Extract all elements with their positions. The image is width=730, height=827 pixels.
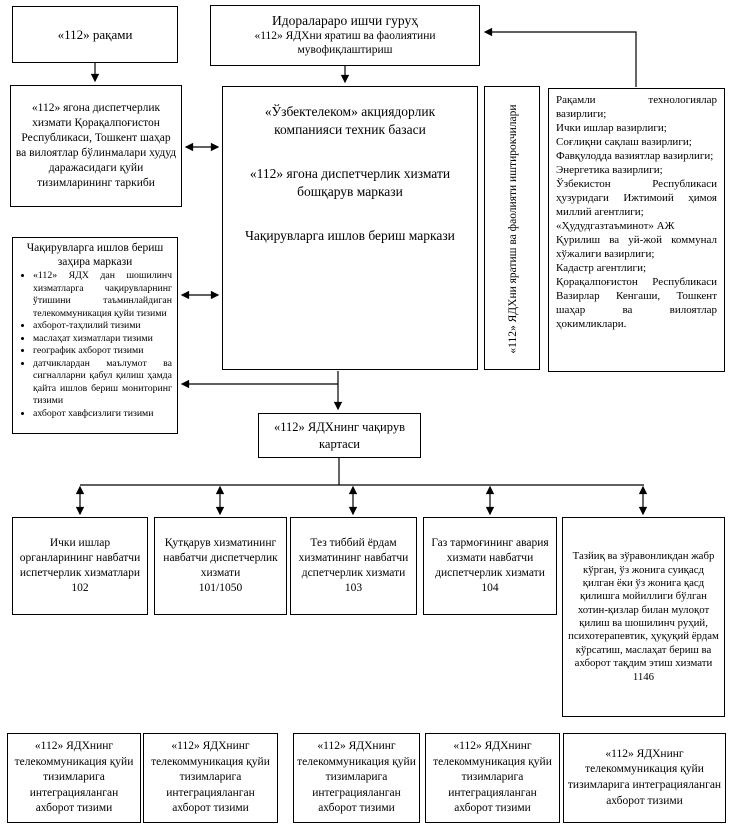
regional-subsystems-box bbox=[10, 85, 182, 207]
ministry-item: Ички ишлар вазирлиги; bbox=[556, 121, 667, 134]
service-label: Газ тармоғининг авария хизмати навбатчи диспетчерлик хизмати bbox=[431, 537, 549, 579]
interagency-workgroup-box bbox=[210, 5, 480, 66]
ministry-item: «Ҳудудгазтаъминот» АЖ bbox=[556, 219, 675, 232]
integrated-system-label: «112» ЯДХнинг телекоммуникация қуйи тизимларига интеграцияланган ахборот тизими bbox=[297, 740, 416, 815]
service-label: Тез тиббий ёрдам хизматининг навбатчи дспетчерлик хизмати bbox=[298, 537, 409, 579]
ministry-item: Қорақалпоғистон Республикаси Вазирлар Кенгаши, Тошкент шаҳар ва вилоятлар ҳокимликлари. bbox=[556, 275, 717, 330]
reserve-subsystem-item: • маслаҳат хизматлари тизими bbox=[33, 333, 172, 346]
ministry-item: Кадастр агентлиги; bbox=[556, 261, 647, 274]
service-number: 1146 bbox=[632, 670, 655, 683]
integrated-system-label: «112» ЯДХнинг телекоммуникация қуйи тизимларига интеграцияланган ахборот тизими bbox=[151, 740, 270, 815]
reserve-subsystem-item: • ахборот хавфсизлиги тизими bbox=[33, 408, 172, 421]
ministry-item: Энергетика вазирлиги; bbox=[556, 163, 663, 176]
integrated-system-box bbox=[7, 733, 141, 823]
ministry-item: Қурилиш ва уй-жой коммунал хўжалиги вазирлиги; bbox=[556, 233, 717, 260]
integrated-system-label: «112» ЯДХнинг телекоммуникация қуйи тизимларига интеграцияланган ахборот тизими bbox=[433, 740, 552, 815]
service-number: 104 bbox=[481, 581, 499, 594]
control-center-label: «112» ягона диспетчерлик хизмати бошқарув маркази bbox=[249, 166, 451, 199]
integrated-system-label: «112» ЯДХнинг телекоммуникация қуйи тизимларига интеграцияланган ахборот тизими bbox=[14, 740, 134, 815]
integrated-system-box bbox=[143, 733, 278, 823]
service-number: 103 bbox=[344, 581, 363, 594]
service-box-101-1050 bbox=[154, 517, 287, 615]
service-number: 101/1050 bbox=[198, 581, 243, 594]
service-label: Тазйиқ ва зўравонликдан жабр кўрган, ўз жонига суиқасд қилган ёки ўз жонига қасд қилишга мойиллиги бўлган хотин-қизлар билан мулоқот қилиш ва шошилинч руҳий, психотерапевтик, ҳуқуқий ёрдам кўрсатиш, маслаҳат бериш ва ахборот тақдим этиш хизмати bbox=[568, 550, 719, 670]
reserve-subsystem-item: • географик ахборот тизими bbox=[33, 345, 172, 358]
service-label: Ички ишлар органларининг навбатчи испетчерлик хизматлари bbox=[19, 537, 141, 579]
reserve-subsystem-item: • ахборот-таҳлилий тизими bbox=[33, 320, 172, 333]
workgroup-subtitle: «112» ЯДХни яратиш ва фаолиятини мувофиқлаштириш bbox=[254, 30, 436, 56]
integrated-system-box bbox=[563, 733, 726, 823]
service-number: 102 bbox=[71, 581, 89, 594]
technical-base-label: «Ўзбектелеком» акциядорлик компанияси техник базаси bbox=[264, 104, 436, 137]
number-112-box bbox=[12, 6, 178, 63]
integrated-system-box bbox=[293, 733, 420, 823]
call-processing-center-label: Чақирувларга ишлов бериш маркази bbox=[245, 228, 455, 244]
reserve-center-title: Чақирувларга ишлов бериш заҳира маркази bbox=[26, 242, 164, 269]
service-box-103 bbox=[290, 517, 417, 615]
service-box-1146 bbox=[562, 517, 725, 717]
number-112-label: «112» рақами bbox=[57, 26, 133, 42]
reserve-subsystems-list bbox=[18, 270, 172, 420]
participants-label-box bbox=[484, 86, 540, 370]
participants-label: «112» ЯДХни яратиш ва фаолияти иштирокчилари bbox=[506, 104, 519, 354]
integrated-system-box bbox=[425, 733, 560, 823]
service-box-104 bbox=[423, 517, 557, 615]
call-card-box bbox=[258, 413, 421, 458]
integrated-system-label: «112» ЯДХнинг телекоммуникация қуйи тизимларига интеграцияланган ахборот тизими bbox=[567, 747, 722, 807]
uzbektelecom-center-box bbox=[222, 86, 478, 370]
regional-subsystems-label: «112» ягона диспетчерлик хизмати Қорақалпоғистон Республикаси, Тошкент шаҳар ва вилоятлар бўлинмалари худуд даражасидаги қуйи тизимларининг таркиби bbox=[15, 102, 177, 189]
service-label: Қутқарув хизматининг навбатчи диспетчерлик хизмати bbox=[163, 537, 278, 579]
call-card-label: «112» ЯДХнинг чақирув картаси bbox=[274, 420, 405, 451]
service-box-102 bbox=[12, 517, 148, 615]
ministry-item: Рақамли технологиялар вазирлиги; bbox=[556, 94, 717, 120]
workgroup-title: Идоралараро ишчи гуруҳ bbox=[272, 13, 418, 29]
ministry-item: Соғлиқни сақлаш вазирлиги; bbox=[556, 135, 692, 148]
ministry-item: Ўзбекистон Республикаси ҳузуридаги Ижтимоий ҳимоя миллий агентлиги; bbox=[556, 177, 717, 218]
reserve-center-box bbox=[12, 237, 178, 434]
ministries-list-box bbox=[548, 88, 725, 372]
ministry-item: Фавқулодда вазиятлар вазирлиги; bbox=[556, 149, 714, 162]
reserve-subsystem-item: • «112» ЯДХ дан шошилинч хизматларга чақирувларнинг ўтишини таъминлайдиган телекоммуникация қуйи тизими bbox=[33, 270, 172, 320]
reserve-subsystem-item: • датчиклардан маълумот ва сигналларни қабул қилиш ҳамда қайта ишлов бериш мониторинг тизими bbox=[33, 358, 172, 408]
